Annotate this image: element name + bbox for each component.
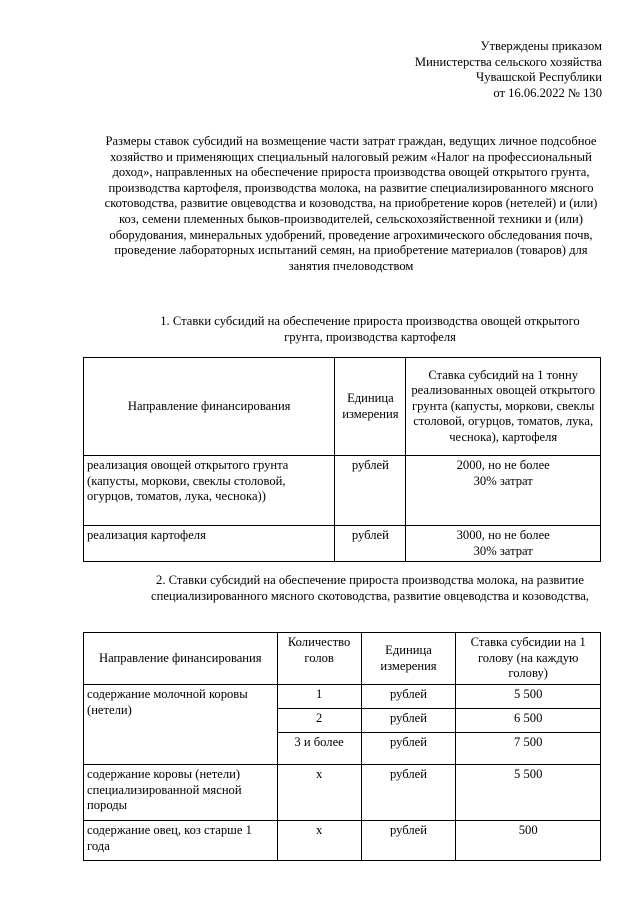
section2-heading: 2. Ставки субсидий на обеспечение прироста производства молока, на развитие специализированного мясного скотоводства, развитие овцеводства и козоводства,	[151, 573, 589, 603]
row-count: 3 и более	[277, 733, 361, 765]
section1-table	[83, 357, 601, 562]
row-unit: рублей	[361, 821, 456, 861]
header-unit: Единица измерения	[335, 358, 406, 456]
row-rate	[406, 456, 601, 526]
row-count: 2	[277, 709, 361, 733]
document-title: Размеры ставок субсидий на возмещение части затрат граждан, ведущих личное подсобное хозяйство и применяющих специальный налоговый режим «Налог на профессиональный доход», направленных на обеспечение прироста производства овощей открытого грунта, производства картофеля, производства молока, на развитие специализированного мясного скотоводства, развитие овцеводства и козоводства, на приобретение коров (нетелей) и (или) коз, семени племенных быков-производителей, сельскохозяйственной техники и (или) оборудования, минеральных удобрений, проведение агрохимического обследования почв, проведение лабораторных испытаний семян, на приобретение материалов (товаров) для занятия пчеловодством	[104, 134, 598, 273]
section2-table	[83, 632, 601, 861]
row-unit: рублей	[361, 733, 456, 765]
table-header-row	[84, 633, 601, 685]
rate-line: 3000, но не более	[456, 528, 550, 542]
row-count: х	[277, 765, 361, 821]
approval-line: Министерства сельского хозяйства	[414, 54, 602, 69]
row-unit: рублей	[361, 765, 456, 821]
rate-line: 2000, но не более	[456, 458, 550, 472]
row-direction: содержание коровы (нетели) специализированной мясной породы	[84, 765, 278, 821]
row-count: 1	[277, 685, 361, 709]
row-direction: реализация овощей открытого грунта (капусты, моркови, свеклы столовой, огурцов, томатов, лука, чеснока))	[84, 456, 335, 526]
header-direction: Направление финансирования	[84, 633, 278, 685]
header-count: Количество голов	[277, 633, 361, 685]
header-rate: Ставка субсидий на 1 тонну реализованных овощей открытого грунта (капусты, моркови, свеклы столовой, огурцов, томатов, лука, чеснока), картофеля	[406, 358, 601, 456]
row-unit: рублей	[335, 526, 406, 562]
row-rate: 500	[456, 821, 601, 861]
row-direction: реализация картофеля	[84, 526, 335, 562]
row-rate: 5 500	[456, 765, 601, 821]
approval-line: Чувашской Республики	[476, 70, 602, 84]
row-unit: рублей	[361, 685, 456, 709]
header-direction: Направление финансирования	[84, 358, 335, 456]
header-rate: Ставка субсидии на 1 голову (на каждую голову)	[456, 633, 601, 685]
table-header-row	[84, 358, 601, 456]
table-row	[84, 456, 601, 526]
row-unit: рублей	[335, 456, 406, 526]
table-row	[84, 526, 601, 562]
row-rate	[406, 526, 601, 562]
header-unit: Единица измерения	[361, 633, 456, 685]
table-row	[84, 821, 601, 861]
rate-line: 30% затрат	[473, 543, 533, 558]
table-row	[84, 685, 601, 709]
row-direction: содержание молочной коровы (нетели)	[84, 685, 278, 765]
row-unit: рублей	[361, 709, 456, 733]
rate-line: 30% затрат	[473, 473, 533, 488]
table-row	[84, 765, 601, 821]
row-rate: 6 500	[456, 709, 601, 733]
row-rate: 5 500	[456, 685, 601, 709]
row-count: х	[277, 821, 361, 861]
row-direction: содержание овец, коз старше 1 года	[84, 821, 278, 861]
approval-date: от 16.06.2022 № 130	[493, 85, 602, 100]
approval-block	[415, 39, 602, 101]
section1-heading: 1. Ставки субсидий на обеспечение прироста производства овощей открытого грунта, производства картофеля	[160, 314, 580, 344]
approval-line: Утверждены приказом	[480, 39, 602, 53]
row-rate: 7 500	[456, 733, 601, 765]
